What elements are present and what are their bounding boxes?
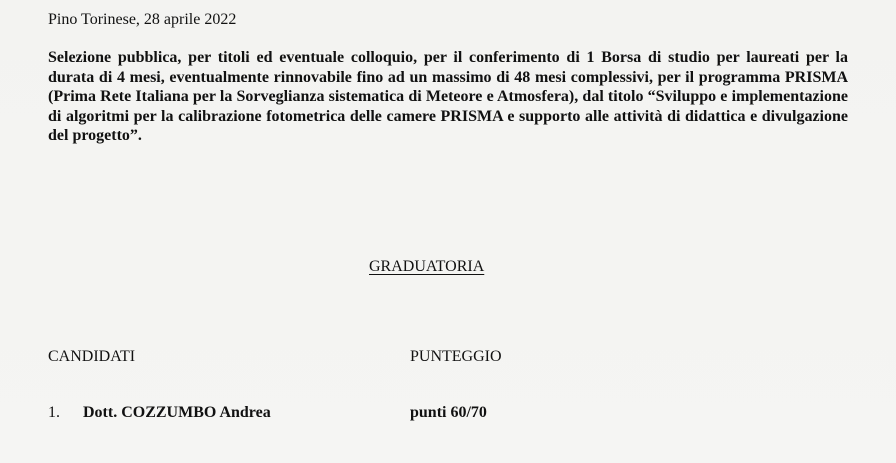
score-column-header: PUNTEGGIO <box>410 348 502 365</box>
ranking-heading: GRADUATORIA <box>369 258 485 275</box>
ranking-number: 1. <box>48 404 60 421</box>
selection-subject: Selezione pubblica, per titoli ed eventuale colloquio, per il conferimento di 1 Borsa di studio per laureati per la durata di 4 mesi, eventualmente rinnovabile fino ad un massimo di 48 mesi complessivi, per il programma PRISMA (Prima Rete Italiana per la Sorveglianza sistematica di Meteore e Atmosfera), dal titolo “Sviluppo e implementazione di algoritmi per la calibrazione fotometrica delle camere PRISMA e supporto alle attività di didattica e divulgazione del progetto”. <box>48 49 848 144</box>
candidate-name: Dott. COZZUMBO Andrea <box>83 404 271 421</box>
place-date: Pino Torinese, 28 aprile 2022 <box>48 11 237 28</box>
candidates-column-header: CANDIDATI <box>48 348 136 365</box>
candidate-score: punti 60/70 <box>410 404 487 421</box>
